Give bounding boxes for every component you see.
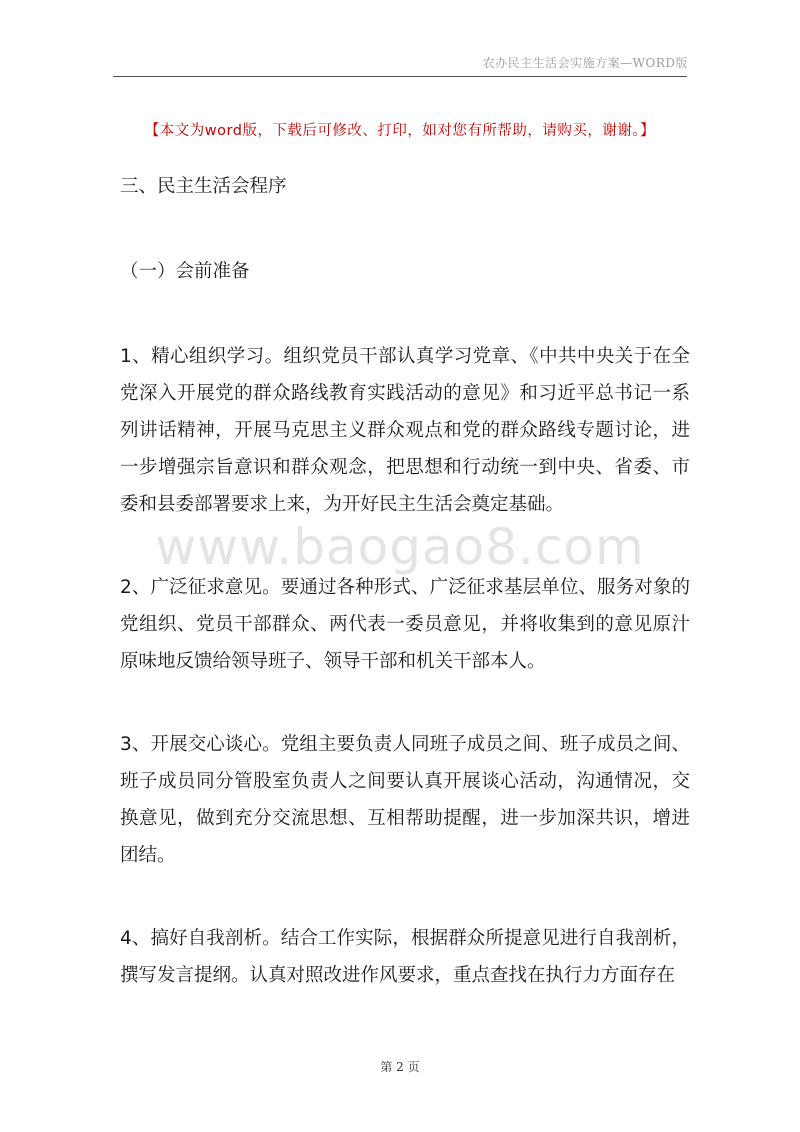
subsection-heading: （一）会前准备 bbox=[120, 261, 250, 282]
download-notice: 【本文为word版，下载后可修改、打印，如对您有所帮助，请购买，谢谢。】 bbox=[144, 123, 656, 139]
section-heading: 三、民主生活会程序 bbox=[120, 176, 287, 197]
header-divider bbox=[113, 76, 687, 77]
page-number: 第 2 页 bbox=[380, 1060, 420, 1074]
watermark: www.baogao8.com bbox=[155, 518, 645, 576]
paragraph-3: 3、开展交心谈心。党组主要负责人同班子成员之间、班子成员之间、班子成员同分管股室负责人之间要认真开展谈心活动，沟通情况，交换意见，做到充分交流思想、互相帮助提醒，进一步加深共识，增进团结。 bbox=[120, 734, 690, 866]
paragraph-2: 2、广泛征求意见。要通过各种形式、广泛征求基层单位、服务对象的党组织、党员干部群众、两代表一委员意见，并将收集到的意见原汁原味地反馈给领导班子、领导干部和机关干部本人。 bbox=[120, 577, 690, 672]
paragraph-4: 4、搞好自我剖析。结合工作实际，根据群众所提意见进行自我剖析，撰写发言提纲。认真对照改进作风要求，重点查找在执行力方面存在 bbox=[120, 928, 690, 986]
paragraph-1: 1、精心组织学习。组织党员干部认真学习党章、《中共中央关于在全党深入开展党的群众路线教育实践活动的意见》和习近平总书记一系列讲话精神，开展马克思主义群众观点和党的群众路线专题讨论，进一步增强宗旨意识和群众观念，把思想和行动统一到中央、省委、市委和县委部署要求上来，为开好民主生活会奠定基础。 bbox=[120, 346, 690, 515]
document-header-title: 农办民主生活会实施方案—WORD版 bbox=[482, 56, 688, 70]
document-body bbox=[120, 168, 690, 994]
